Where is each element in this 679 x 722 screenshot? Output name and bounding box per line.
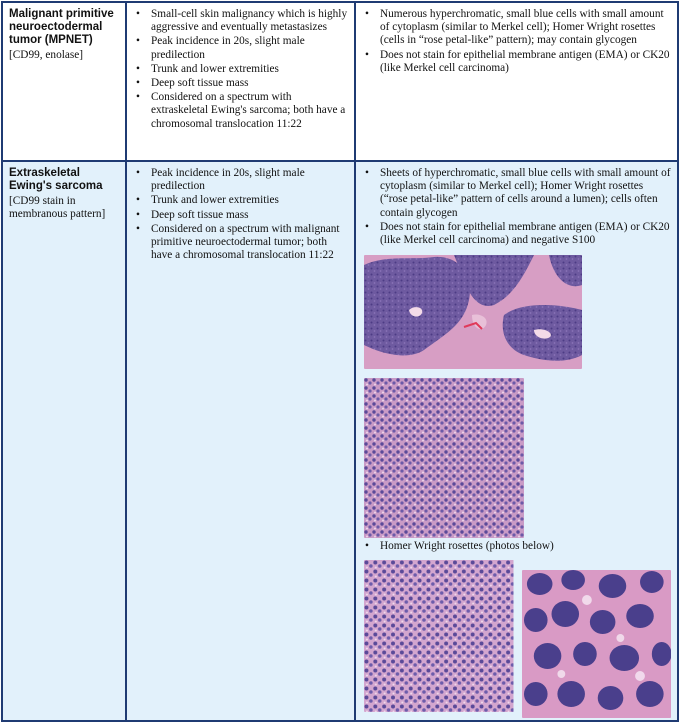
list-item	[133, 167, 348, 193]
list-item	[133, 91, 348, 131]
list-item	[133, 35, 348, 61]
list-item-text: Does not stain for epithelial membrane antigen (EMA) or CK20 (like Merkel cell carcinoma) and negative S100	[380, 220, 670, 247]
list-item	[133, 77, 348, 90]
clinical-features-cell	[126, 161, 355, 721]
histology-cell	[355, 2, 678, 161]
list-item-text: Sheets of hyperchromatic, small blue cells with small amount of cytoplasm (similar to Merkel cell); Homer Wright rosettes (“rose petal-like” pattern of cells around a lumen); cells often contain glycogen	[380, 167, 671, 219]
list-item-text: Peak incidence in 20s, slight male predilection	[151, 35, 305, 61]
list-item-text: Deep soft tissue mass	[151, 208, 249, 221]
histology-extra-list	[362, 540, 671, 553]
list-item-text: Considered on a spectrum with malignant primitive neuroectodermal tumor; both have a chromosomal translocation 11:22	[151, 222, 340, 262]
bullet-icon: •	[136, 8, 140, 20]
list-item-text: Considered on a spectrum with extraskeletal Ewing's sarcoma; both have a chromosomal translocation 11:22	[151, 91, 346, 130]
tumor-name: Malignant primitive neuroectodermal tumor (MPNET)	[9, 8, 114, 46]
list-item-text: Does not stain for epithelial membrane antigen (EMA) or CK20 (like Merkel cell carcinoma)	[380, 48, 670, 74]
histology-list	[362, 167, 671, 247]
histology-list	[362, 8, 671, 75]
list-item	[362, 221, 671, 247]
list-item-text: Trunk and lower extremities	[151, 194, 279, 207]
table-row	[2, 161, 678, 721]
high-power-micrograph	[522, 570, 672, 718]
stain-info: [CD99 stain in membranous pattern]	[9, 195, 106, 221]
medium-power-micrograph	[364, 378, 524, 538]
histology-cell	[355, 161, 678, 721]
table-row	[2, 2, 678, 161]
tumor-name-cell	[2, 161, 126, 721]
bullet-icon: •	[365, 48, 369, 61]
clinical-list	[133, 167, 348, 262]
list-item	[362, 8, 671, 48]
bullet-icon: •	[136, 167, 140, 179]
bullet-icon: •	[136, 77, 140, 90]
tumor-name-cell	[2, 2, 126, 161]
clinical-features-cell	[126, 2, 355, 161]
comparison-table	[1, 1, 679, 722]
tumor-name: Extraskeletal Ewing's sarcoma	[9, 167, 103, 192]
bullet-icon: •	[365, 167, 369, 179]
list-item-text: Peak incidence in 20s, slight male predilection	[151, 167, 305, 193]
bullet-icon: •	[136, 91, 140, 104]
bullet-icon: •	[365, 220, 369, 233]
clinical-list	[133, 8, 348, 131]
list-item	[362, 167, 671, 220]
bullet-icon: •	[136, 35, 140, 48]
list-item-text: Numerous hyperchromatic, small blue cells with small amount of cytoplasm (similar to Merkel cell); Homer Wright rosettes (cells in “rose petal-like” pattern); may contain glycogen	[380, 8, 664, 47]
list-item-text: Small-cell skin malignancy which is highly aggressive and eventually metastasizes	[151, 8, 348, 34]
bullet-icon: •	[136, 208, 140, 221]
list-item	[133, 8, 348, 34]
list-item	[133, 63, 348, 76]
rosette-micrograph	[364, 560, 514, 712]
bullet-icon: •	[136, 222, 140, 235]
bullet-icon: •	[365, 540, 369, 553]
bullet-icon: •	[365, 8, 369, 20]
bullet-icon: •	[136, 194, 140, 207]
bullet-icon: •	[136, 62, 140, 75]
low-power-micrograph	[364, 255, 582, 369]
list-item-text: Deep soft tissue mass	[151, 77, 249, 90]
list-item	[133, 223, 348, 263]
rosette-photos	[364, 560, 671, 718]
list-item-text: Homer Wright rosettes (photos below)	[380, 540, 554, 553]
list-item	[362, 49, 671, 75]
list-item	[362, 540, 671, 553]
stain-info: [CD99, enolase]	[9, 49, 84, 61]
list-item	[133, 194, 348, 207]
list-item-text: Trunk and lower extremities	[151, 62, 279, 75]
list-item	[133, 209, 348, 222]
